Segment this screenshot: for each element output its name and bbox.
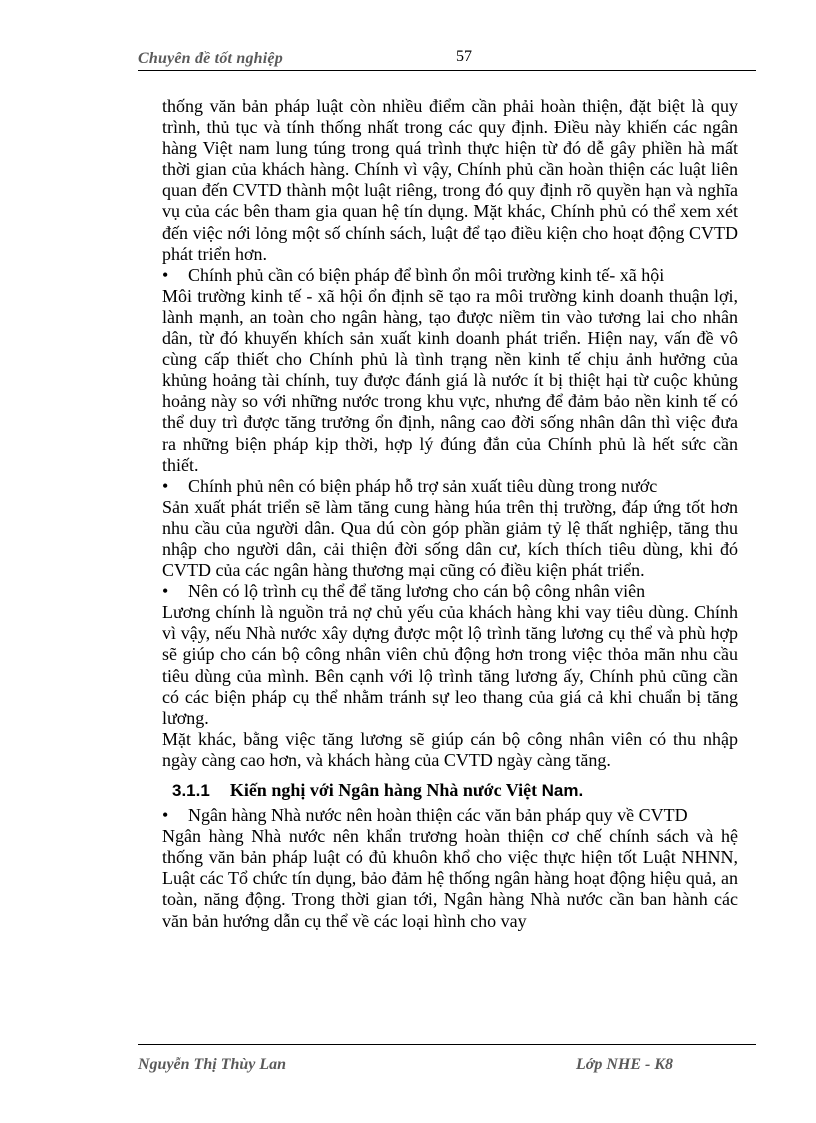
document-body [162,96,738,932]
bullet-text: Nên có lộ trình cụ thể để tăng lương cho cán bộ công nhân viên [188,581,646,602]
paragraph: Môi trường kinh tế - xã hội ổn định sẽ tạo ra môi trường kinh doanh thuận lợi, lành mạnh, an toàn cho ngân hàng, tạo được niềm tin vào tương lai cho nhân dân, từ đó khuyến khích sản xuất kinh doanh phát triển. Hiện nay, vấn đề vô cùng cấp thiết cho Chính phủ là tình trạng nền kinh tế chịu ảnh hưởng của khủng hoảng tài chính, tuy được đánh giá là nước ít bị thiệt hại từ cuộc khủng hoảng này so với những nước trong khu vực, nhưng để đảm bảo nền kinh tế có thể duy trì được tăng trưởng ổn định, nâng cao đời sống nhân dân thì việc đưa ra những biện pháp kịp thời, hợp lý đúng đắn của Chính phủ là hết sức cần thiết. [162,285,738,475]
bullet-icon: • [162,805,169,826]
bullet-item [162,265,738,286]
bullet-icon: • [162,581,169,602]
paragraph: Mặt khác, bằng việc tăng lương sẽ giúp cán bộ công nhân viên có thu nhập ngày càng cao hơn, và khách hàng của CVTD ngày càng tăng. [162,728,738,770]
bullet-text: Ngân hàng Nhà nước nên hoàn thiện các văn bản pháp quy về CVTD [188,805,688,826]
footer-class: Lớp NHE - K8 [576,1056,674,1073]
header-title: Chuyên đề tốt nghiệp [138,50,283,67]
section-number: 3.1.1 [172,781,210,800]
paragraph: Lương chính là nguồn trả nợ chủ yếu của khách hàng khi vay tiêu dùng. Chính vì vậy, nếu Nhà nước xây dựng được một lộ trình tăng lương cụ thể và phù hợp sẽ giúp cho cán bộ công nhân viên chủ động hơn trong việc thỏa mãn nhu cầu tiêu dùng của mình. Bên cạnh với lộ trình tăng lương ấy, Chính phủ cũng cần có các biện pháp cụ thể nhằm tránh sự leo thang của giá cả khi chuẩn bị tăng lương. [162,602,738,728]
bullet-item [162,805,738,826]
bullet-icon: • [162,475,169,496]
section-title-tail: Nam. [541,781,584,800]
bullet-item [162,581,738,602]
paragraph: Sản xuất phát triển sẽ làm tăng cung hàng húa trên thị trường, đáp ứng tốt hơn nhu cầu của người dân. Qua dú còn góp phần giảm tỷ lệ thất nghiệp, tăng thu nhập cho người dân, cải thiện đời sống dân cư, kích thích tiêu dùng, khi đó CVTD của các ngân hàng thương mại cũng có điều kiện phát triển. [162,496,738,581]
bullet-text: Chính phủ nên có biện pháp hỗ trợ sản xuất tiêu dùng trong nước [188,475,658,496]
page-number: 57 [456,48,472,65]
paragraph: Ngân hàng Nhà nước nên khẩn trương hoàn thiện cơ chế chính sách và hệ thống văn bản pháp luật có đủ khuôn khổ cho việc thực hiện tốt Luật NHNN, Luật các Tổ chức tín dụng, bảo đảm hệ thống ngân hàng hoạt động hiệu quả, an toàn, năng động. Trong thời gian tới, Ngân hàng Nhà nước cần ban hành các văn bản hướng dẫn cụ thể về các loại hình cho vay [162,826,738,931]
page-footer [138,1044,756,1084]
paragraph: thống văn bản pháp luật còn nhiều điểm cần phải hoàn thiện, đặt biệt là quy trình, thủ tục và tính thống nhất trong các quy định. Điều này khiến các ngân hàng Việt nam lung túng trong quá trình thực hiện từ đó dễ gây phiền hà mất thời gian của khách hàng. Chính vì vậy, Chính phủ cần hoàn thiện các luật liên quan đến CVTD thành một luật riêng, trong đó quy định rõ quyền hạn và nghĩa vụ của các bên tham gia quan hệ tín dụng. Mặt khác, Chính phủ có thể xem xét đến việc nới lỏng một số chính sách, luật để tạo điều kiện cho hoạt động CVTD phát triển hơn. [162,96,738,264]
page-header [138,48,756,72]
bullet-item [162,476,738,497]
footer-rule [138,1044,756,1045]
section-heading [172,780,738,801]
bullet-icon: • [162,264,169,285]
header-rule [138,70,756,71]
footer-author: Nguyễn Thị Thùy Lan [138,1056,287,1073]
section-title: Kiến nghị với Ngân hàng Nhà nước Việt [229,780,542,800]
bullet-text: Chính phủ cần có biện pháp để bình ổn môi trường kinh tế- xã hội [188,264,665,285]
